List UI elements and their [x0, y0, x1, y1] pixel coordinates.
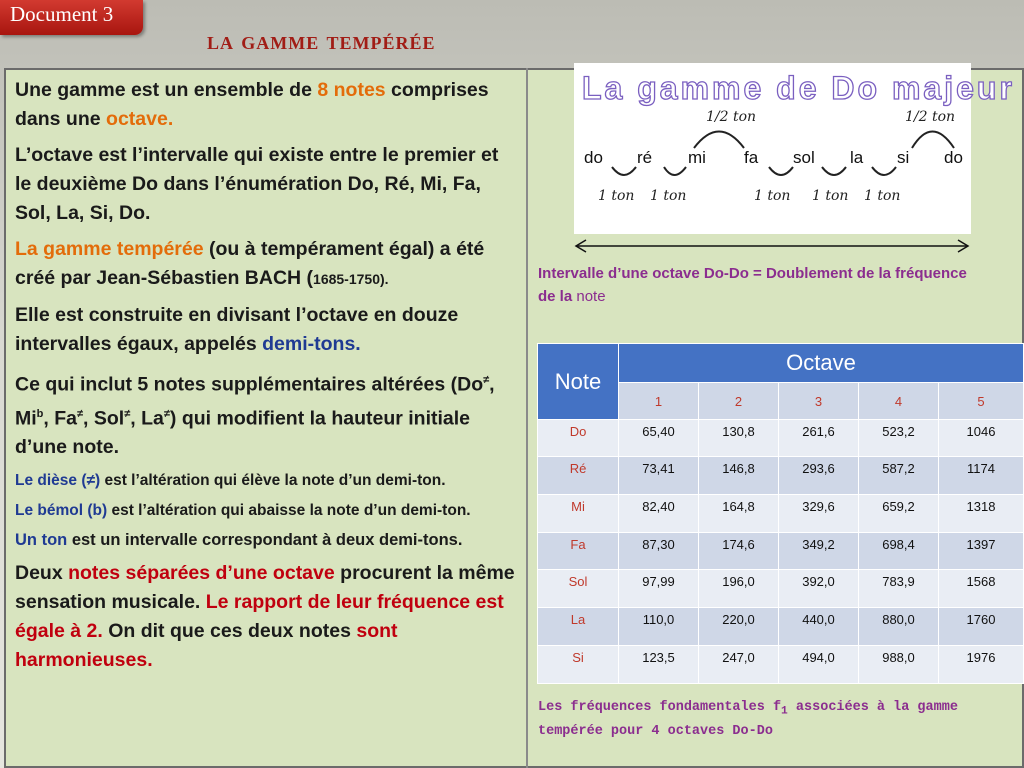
half-tone-arc-2 [912, 132, 954, 149]
scale-note-fa: fa [744, 148, 759, 167]
half-tone-label-2: 1/2 ton [905, 109, 956, 125]
frequency-cell: 146,8 [699, 457, 779, 495]
paragraph-bach: La gamme tempérée (ou à tempérament égal) a été créé par Jean-Sébastien BACH (1685-1750). [15, 238, 485, 289]
frequency-cell: 261,6 [779, 420, 859, 457]
highlight-8-notes: 8 notes [317, 79, 386, 101]
frequency-cell: 523,2 [859, 420, 939, 457]
table-header-note: Note [538, 344, 619, 420]
scale-diagram-heading: La gamme de Do majeur [582, 70, 1015, 106]
highlight-octave: octave. [106, 108, 174, 130]
frequency-cell: 164,8 [699, 495, 779, 533]
paragraph-bemol: Le bémol (b) est l’altération qui abaisse la note d’un demi-ton. [15, 502, 471, 519]
note-name: Mi [538, 495, 619, 533]
frequency-cell: 1318 [939, 495, 1024, 533]
frequency-cell: 1174 [939, 457, 1024, 495]
scale-note-do: do [584, 148, 603, 167]
table-row [538, 646, 1024, 684]
scale-note-do-2: do [944, 148, 963, 167]
tone-label: 1 ton [812, 188, 849, 204]
frequency-cell: 349,2 [779, 533, 859, 570]
frequency-table [537, 343, 1024, 684]
paragraph-definition: Une gamme est un ensemble de 8 notes comprises dans une octave. [15, 79, 489, 130]
octave-number: 1 [619, 383, 699, 420]
frequency-cell: 587,2 [859, 457, 939, 495]
scale-note-si: si [897, 148, 910, 167]
note-name: La [538, 608, 619, 646]
frequency-cell: 293,6 [779, 457, 859, 495]
scale-note-re: ré [637, 148, 653, 167]
paragraph-harmonieuses: Deux notes séparées d’une octave procurent la même sensation musicale. Le rapport de leur fréquence est égale à 2. On dit que ces deux notes sont harmonieuses. [15, 562, 515, 671]
table-header-octave: Octave [619, 344, 1024, 383]
paragraph-diese: Le dièse (≠) est l’altération qui élève la note d’un demi-ton. [15, 472, 446, 489]
scale-diagram-image [574, 63, 1015, 234]
scale-notes [584, 148, 963, 167]
document-badge [0, 0, 143, 35]
note-name: Sol [538, 570, 619, 608]
note-name: Si [538, 646, 619, 684]
tone-label: 1 ton [650, 188, 687, 204]
table-row [538, 533, 1024, 570]
tone-arcs [612, 167, 896, 175]
tone-label: 1 ton [864, 188, 901, 204]
table-caption: Les fréquences fondamentales $f_1$ associées à la gamme tempérée pour 4 octaves Do-Do [538, 700, 958, 739]
frequency-cell: 1046 [939, 420, 1024, 457]
table-row [538, 457, 1024, 495]
frequency-cell: 1568 [939, 570, 1024, 608]
frequency-cell: 82,40 [619, 495, 699, 533]
frequency-cell: 220,0 [699, 608, 779, 646]
frequency-cell: 1397 [939, 533, 1024, 570]
frequency-cell: 392,0 [779, 570, 859, 608]
paragraph-altered-notes: Ce qui inclut 5 notes supplémentaires altérées (Do≠, Mi$^b$, Fa≠, Sol≠, La≠) qui modifient la hauteur initiale d’une note. [15, 373, 495, 458]
octave-number: 3 [779, 383, 859, 420]
column-divider [526, 68, 528, 768]
frequency-cell: 123,5 [619, 646, 699, 684]
frequency-cell: 110,0 [619, 608, 699, 646]
table-row [538, 608, 1024, 646]
frequency-cell: 65,40 [619, 420, 699, 457]
octave-number: 2 [699, 383, 779, 420]
tone-labels [598, 188, 900, 204]
frequency-cell: 698,4 [859, 533, 939, 570]
table-row [538, 420, 1024, 457]
frequency-cell: 196,0 [699, 570, 779, 608]
scale-note-mi: mi [688, 148, 706, 167]
table-row [538, 570, 1024, 608]
half-tone-arc-1 [694, 132, 744, 149]
half-tone-label-1: 1/2 ton [706, 109, 757, 125]
octave-caption: Intervalle d’une octave Do-Do = Doublement de la fréquence de la note [538, 265, 967, 305]
note-name: Ré [538, 457, 619, 495]
page-title: la gamme tempérée [207, 28, 436, 55]
frequency-cell: 1976 [939, 646, 1024, 684]
text-column [15, 76, 520, 682]
frequency-cell: 130,8 [699, 420, 779, 457]
frequency-cell: 97,99 [619, 570, 699, 608]
frequency-cell: 87,30 [619, 533, 699, 570]
frequency-cell: 329,6 [779, 495, 859, 533]
tone-label: 1 ton [598, 188, 635, 204]
paragraph-octave: L’octave est l’intervalle qui existe entre le premier et le deuxième Do dans l’énumération Do, Ré, Mi, Fa, Sol, La, Si, Do. [15, 144, 499, 224]
frequency-cell: 73,41 [619, 457, 699, 495]
paragraph-construction: Elle est construite en divisant l’octave en douze intervalles égaux, appelés demi-tons. [15, 304, 459, 355]
octave-number: 5 [939, 383, 1024, 420]
scale-note-sol: sol [793, 148, 815, 167]
frequency-cell: 174,6 [699, 533, 779, 570]
document-badge-label: Document 3 [10, 2, 114, 26]
note-name: Do [538, 420, 619, 457]
frequency-cell: 1760 [939, 608, 1024, 646]
frequency-cell: 783,9 [859, 570, 939, 608]
frequency-cell: 494,0 [779, 646, 859, 684]
frequency-cell: 247,0 [699, 646, 779, 684]
tone-label: 1 ton [754, 188, 791, 204]
note-name: Fa [538, 533, 619, 570]
octave-number: 4 [859, 383, 939, 420]
scale-note-la: la [850, 148, 864, 167]
frequency-cell: 659,2 [859, 495, 939, 533]
frequency-cell: 440,0 [779, 608, 859, 646]
table-row [538, 495, 1024, 533]
frequency-cell: 880,0 [859, 608, 939, 646]
paragraph-ton: Un ton est un intervalle correspondant à deux demi-tons. [15, 531, 463, 549]
frequency-cell: 988,0 [859, 646, 939, 684]
octave-arrow [572, 238, 972, 254]
